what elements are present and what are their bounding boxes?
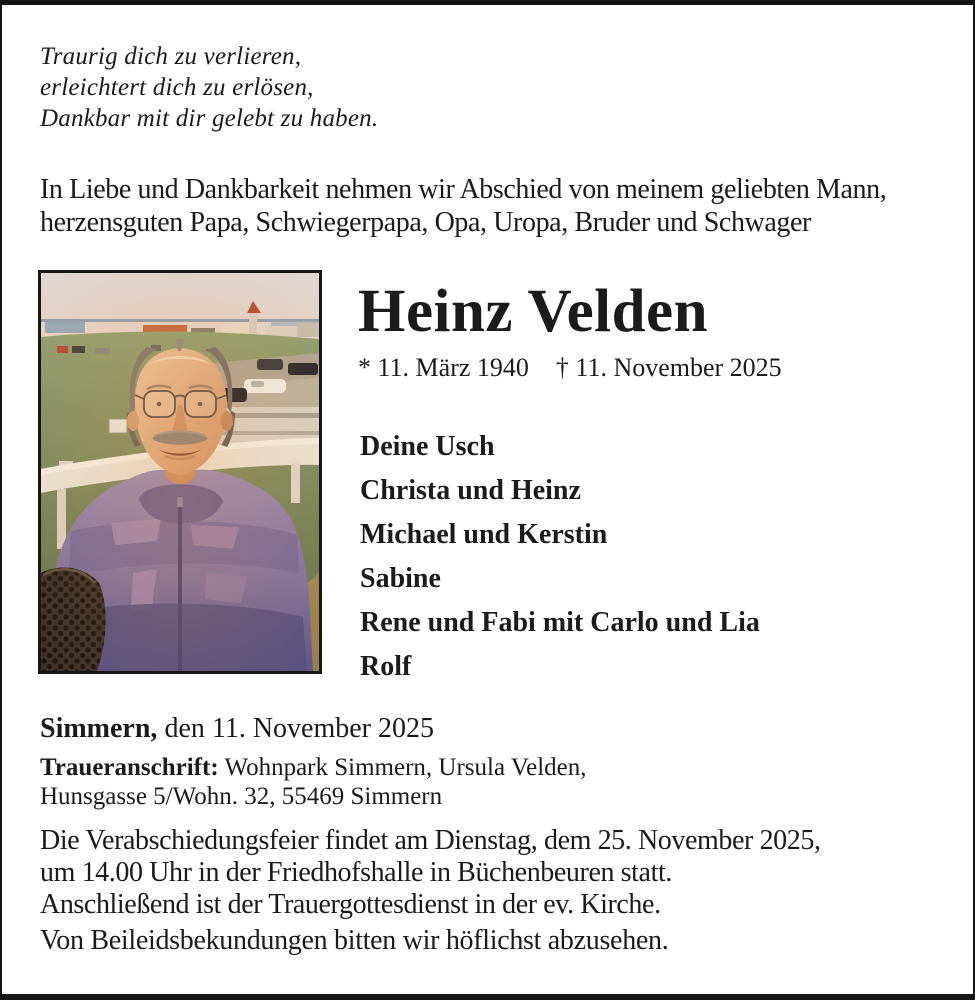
portrait-photo-illustration <box>41 273 319 671</box>
condolence-note: Von Beileidsbekundungen bitten wir höflichst abzusehen. <box>40 925 669 956</box>
mourner-line: Sabine <box>360 563 441 594</box>
date-text: den 11. November 2025 <box>164 713 435 744</box>
birth-date: * 11. März 1940 <box>358 353 529 382</box>
farewell-introduction <box>40 173 950 239</box>
address-line-2: Hunsgasse 5/Wohn. 32, 55469 Simmern <box>40 783 443 810</box>
verse-line: Traurig dich zu verlieren, <box>40 43 302 70</box>
portrait-photo <box>38 270 322 674</box>
verse-line: Dankbar mit dir gelebt zu haben. <box>40 105 379 132</box>
ceremony-line: Anschließend ist der Trauergottesdienst in der ev. Kirche. <box>40 889 661 920</box>
life-dates <box>358 353 782 383</box>
ceremony-line: um 14.00 Uhr in der Friedhofshalle in Büchenbeuren statt. <box>40 857 672 888</box>
mourner-line: Michael und Kerstin <box>360 519 608 550</box>
intro-line: In Liebe und Dankbarkeit nehmen wir Abschied von meinem geliebten Mann, <box>40 174 887 205</box>
deceased-name: Heinz Velden <box>358 278 709 345</box>
mourners-list <box>360 425 760 689</box>
opening-verse <box>40 41 378 134</box>
verse-line: erleichtert dich zu erlösen, <box>40 74 314 101</box>
ceremony-details <box>40 825 950 921</box>
intro-line: herzensguten Papa, Schwiegerpapa, Opa, Uropa, Bruder und Schwager <box>40 207 811 238</box>
place-name: Simmern, <box>40 713 158 744</box>
mourner-line: Christa und Heinz <box>360 475 581 506</box>
place-date-line <box>40 713 434 745</box>
address-line-1 <box>40 753 940 782</box>
death-date: † 11. November 2025 <box>555 353 782 382</box>
mourner-line: Deine Usch <box>360 431 495 462</box>
address-label: Traueranschrift: <box>40 754 219 781</box>
ceremony-line: Die Verabschiedungsfeier findet am Dienstag, dem 25. November 2025, <box>40 825 821 856</box>
mourning-address <box>40 753 940 811</box>
mourner-line: Rene und Fabi mit Carlo und Lia <box>360 607 760 638</box>
address-line-1-text: Wohnpark Simmern, Ursula Velden, <box>224 754 587 781</box>
mourner-line: Rolf <box>360 651 412 682</box>
